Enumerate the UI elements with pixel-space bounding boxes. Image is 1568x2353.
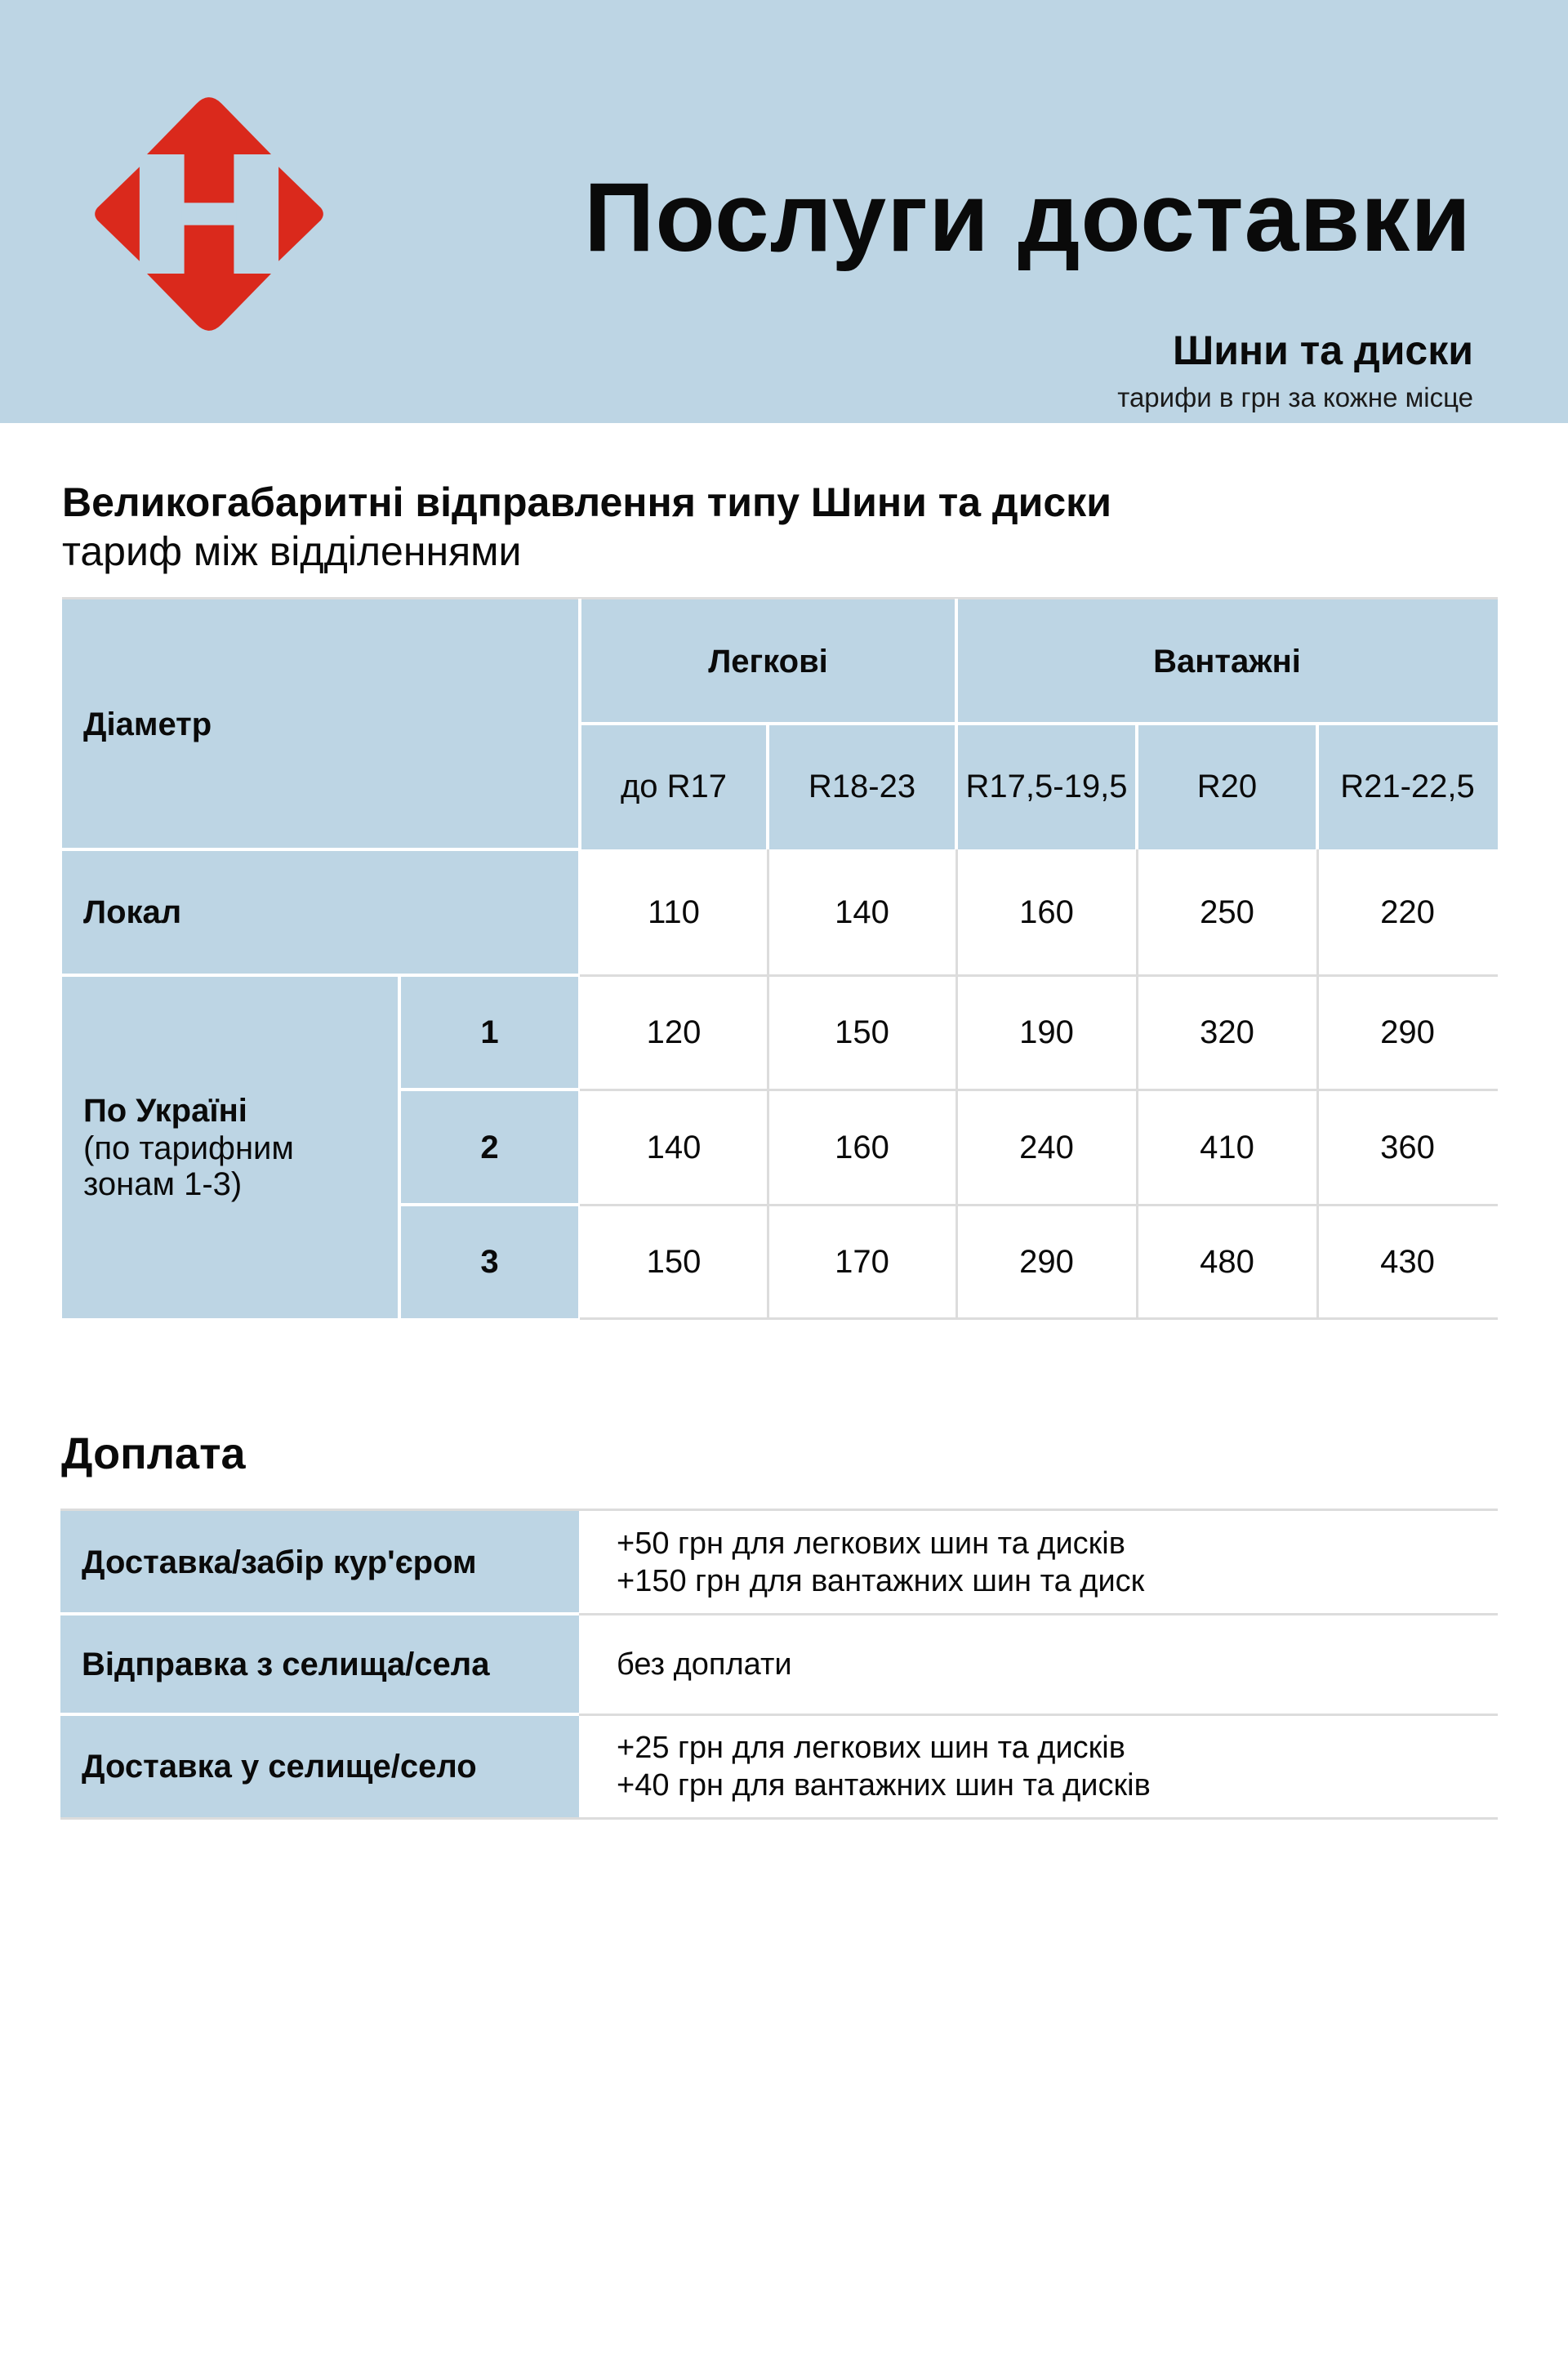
group-header-truck bbox=[956, 599, 1498, 724]
table-border bbox=[60, 1509, 1498, 1511]
table-cell bbox=[1137, 1090, 1317, 1205]
table-cell bbox=[956, 849, 1137, 975]
table-cell bbox=[580, 849, 768, 975]
cell-value: 110 bbox=[648, 894, 700, 930]
cell-value: 220 bbox=[1380, 894, 1435, 930]
cell-value: 320 bbox=[1200, 1014, 1254, 1050]
group-header-passenger bbox=[580, 599, 956, 724]
surcharge-label-text: Відправка з селища/села bbox=[82, 1646, 490, 1682]
cell-value: 150 bbox=[835, 1014, 889, 1050]
table-cell bbox=[768, 1205, 956, 1318]
table-cell bbox=[580, 1205, 768, 1318]
row-header-local bbox=[62, 849, 580, 975]
table-cell bbox=[1317, 1205, 1498, 1318]
zone-number: 3 bbox=[480, 1243, 499, 1280]
column-label: до R17 bbox=[620, 769, 728, 804]
column-header bbox=[768, 724, 956, 849]
surcharge-label-text: Доставка/забір кур'єром bbox=[82, 1544, 477, 1580]
column-header bbox=[1137, 724, 1317, 849]
cell-value: 140 bbox=[646, 1129, 702, 1165]
group-label: Легкові bbox=[708, 643, 828, 680]
diameter-header bbox=[62, 599, 580, 849]
table-cell bbox=[1317, 1090, 1498, 1205]
table-cell bbox=[768, 975, 956, 1090]
grid-line bbox=[399, 1203, 580, 1206]
cell-value: 160 bbox=[1019, 894, 1074, 930]
table-cell bbox=[956, 1205, 1137, 1318]
grid-line bbox=[580, 722, 1498, 725]
row-note: зонам 1-3) bbox=[83, 1166, 243, 1202]
surcharge-line: +50 грн для легкових шин та дисків bbox=[617, 1526, 1125, 1561]
grid-line bbox=[956, 849, 958, 1318]
cell-value: 170 bbox=[835, 1243, 889, 1280]
grid-line bbox=[580, 1204, 1498, 1206]
page-subtitle: Шини та диски bbox=[1172, 328, 1473, 373]
surcharge-title: Доплата bbox=[61, 1429, 246, 1478]
cell-value: 290 bbox=[1380, 1014, 1435, 1050]
row-label: По Україні bbox=[83, 1093, 247, 1129]
grid-line bbox=[62, 974, 580, 977]
grid-line bbox=[1316, 849, 1319, 1318]
surcharge-value bbox=[579, 1614, 1498, 1714]
cell-value: 430 bbox=[1380, 1243, 1435, 1280]
table-cell bbox=[1137, 1205, 1317, 1318]
column-label: R17,5-19,5 bbox=[965, 769, 1128, 804]
section-title: Великогабаритні відправлення типу Шини та диски bbox=[62, 479, 1111, 525]
section-subtitle: тариф між відділеннями bbox=[62, 528, 522, 574]
surcharge-label bbox=[60, 1510, 579, 1614]
zone-label bbox=[399, 1205, 580, 1318]
cell-value: 150 bbox=[646, 1243, 702, 1280]
table-cell bbox=[580, 1090, 768, 1205]
grid-line bbox=[767, 849, 769, 1318]
zone-label bbox=[399, 975, 580, 1090]
surcharge-line: +150 грн для вантажних шин та диск bbox=[617, 1563, 1145, 1598]
grid-line bbox=[1136, 849, 1138, 1318]
table-cell bbox=[956, 1090, 1137, 1205]
table-cell bbox=[580, 975, 768, 1090]
zone-label bbox=[399, 1090, 580, 1205]
diameter-label: Діаметр bbox=[83, 706, 212, 742]
grid-line bbox=[580, 1089, 1498, 1091]
grid-line bbox=[1135, 724, 1138, 849]
cell-value: 480 bbox=[1200, 1243, 1254, 1280]
surcharge-label bbox=[60, 1614, 579, 1714]
grid-line bbox=[580, 974, 1498, 977]
group-label: Вантажні bbox=[1153, 643, 1301, 680]
surcharge-line: +40 грн для вантажних шин та дисків bbox=[617, 1767, 1151, 1803]
zone-number: 1 bbox=[480, 1014, 499, 1050]
table-border bbox=[62, 597, 1498, 599]
surcharge-label bbox=[60, 1714, 579, 1818]
column-header bbox=[580, 724, 768, 849]
cell-value: 120 bbox=[646, 1014, 702, 1050]
column-header bbox=[1317, 724, 1498, 849]
surcharge-value bbox=[579, 1714, 1498, 1818]
nova-poshta-logo-icon bbox=[85, 90, 333, 338]
grid-line bbox=[580, 1317, 1498, 1320]
table-cell bbox=[768, 1090, 956, 1205]
column-label: R20 bbox=[1196, 769, 1258, 804]
table-border bbox=[60, 1817, 1498, 1820]
row-note: (по тарифним bbox=[83, 1130, 294, 1166]
surcharge-label-text: Доставка у селище/село bbox=[82, 1748, 477, 1785]
cell-value: 190 bbox=[1019, 1014, 1074, 1050]
cell-value: 360 bbox=[1380, 1129, 1435, 1165]
grid-line bbox=[579, 1613, 1498, 1615]
row-label: Локал bbox=[83, 894, 182, 930]
grid-line bbox=[62, 848, 580, 851]
grid-line bbox=[399, 1088, 580, 1091]
cell-value: 140 bbox=[835, 894, 889, 930]
column-label: R21-22,5 bbox=[1340, 769, 1475, 804]
table-cell bbox=[1137, 849, 1317, 975]
page-title: Послуги доставки bbox=[584, 163, 1472, 272]
surcharge-line: +25 грн для легкових шин та дисків bbox=[617, 1730, 1125, 1765]
grid-line bbox=[60, 1713, 579, 1716]
grid-line bbox=[60, 1612, 579, 1615]
table-cell bbox=[1137, 975, 1317, 1090]
row-header-ukraine bbox=[62, 975, 399, 1318]
table-cell bbox=[768, 849, 956, 975]
grid-line bbox=[398, 975, 401, 1318]
surcharge-value bbox=[579, 1510, 1498, 1614]
page-caption: тарифи в грн за кожне місце bbox=[1117, 382, 1473, 412]
zone-number: 2 bbox=[480, 1129, 499, 1165]
table-cell bbox=[1317, 849, 1498, 975]
table-cell bbox=[1317, 975, 1498, 1090]
surcharge-line: без доплати bbox=[617, 1647, 792, 1682]
grid-line bbox=[766, 724, 769, 849]
cell-value: 240 bbox=[1019, 1129, 1074, 1165]
cell-value: 250 bbox=[1200, 894, 1254, 930]
column-header bbox=[956, 724, 1137, 849]
grid-line bbox=[578, 849, 581, 1318]
cell-value: 410 bbox=[1200, 1129, 1254, 1165]
cell-value: 290 bbox=[1019, 1243, 1074, 1280]
column-label: R18-23 bbox=[808, 769, 916, 804]
table-cell bbox=[956, 975, 1137, 1090]
cell-value: 160 bbox=[835, 1129, 889, 1165]
grid-line bbox=[579, 1714, 1498, 1716]
grid-line bbox=[1316, 724, 1319, 849]
